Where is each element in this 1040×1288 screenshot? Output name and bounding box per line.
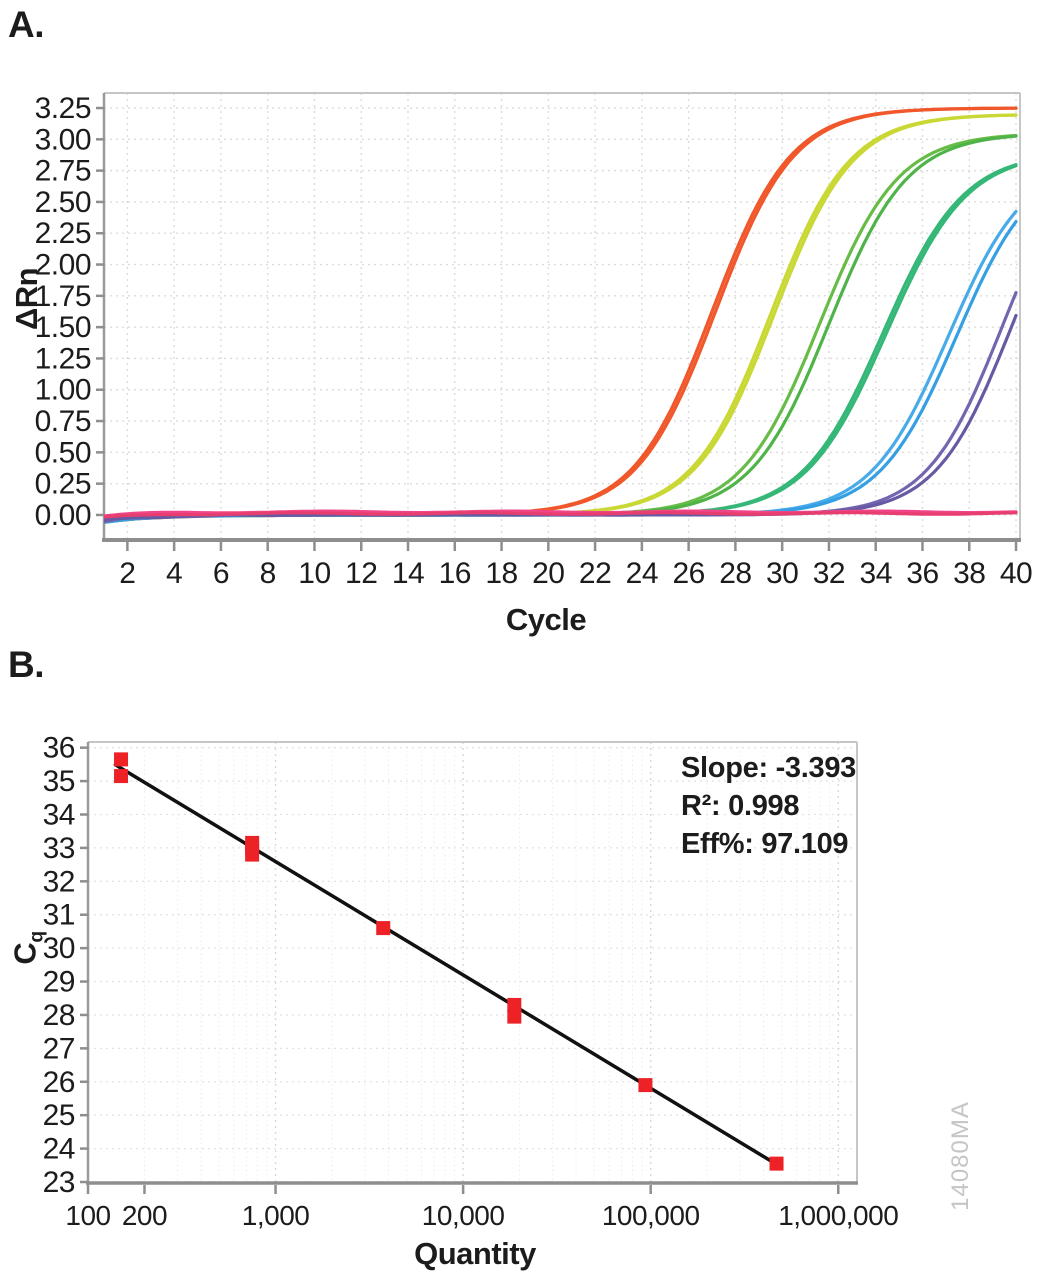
y-tick-label: 32 [42, 865, 75, 899]
panel-a-y-axis-title: ΔRn [9, 267, 44, 331]
y-tick-label: 2.00 [34, 248, 91, 282]
standard-curve-point [507, 1010, 521, 1024]
x-tick-label: 38 [953, 557, 986, 590]
standard-curve-point [638, 1078, 652, 1092]
y-tick-label: 35 [42, 765, 75, 799]
y-tick-label: 31 [42, 898, 75, 932]
y-tick-label: 1.75 [34, 279, 91, 313]
standard-curve-point [114, 769, 128, 783]
y-tick-label: 27 [42, 1032, 75, 1066]
x-tick-label: 10 [298, 557, 331, 590]
x-tick-label: 40 [999, 557, 1033, 590]
x-tick-label: 4 [166, 557, 183, 590]
y-tick-label: 2.25 [34, 217, 91, 251]
x-tick-label: 34 [859, 557, 892, 590]
x-tick-label: 1,000,000 [778, 1200, 899, 1231]
y-tick-label: 2.50 [34, 185, 91, 219]
amplification-plot [35, 92, 1033, 590]
x-tick-label: 22 [578, 557, 612, 590]
y-tick-label: 29 [42, 965, 75, 999]
x-tick-label: 16 [438, 557, 471, 590]
x-tick-label: 1,000 [241, 1200, 310, 1231]
amplification-curve [104, 115, 1016, 521]
x-tick-label: 12 [345, 557, 378, 590]
standard-curve-point [376, 921, 390, 935]
amplification-curve [104, 222, 1016, 523]
x-tick-label: 2 [119, 557, 136, 590]
x-tick-label: 6 [212, 557, 230, 590]
y-tick-label: 25 [42, 1099, 75, 1133]
slope-stat: Slope: -3.393 [681, 752, 856, 784]
standard-curve-point [245, 848, 259, 862]
y-tick-label: 26 [42, 1065, 75, 1099]
y-tick-label: 0.50 [34, 436, 91, 470]
y-tick-label: 36 [42, 731, 75, 765]
y-tick-label: 3.25 [34, 92, 91, 126]
x-tick-label: 18 [485, 557, 518, 590]
fit-stats-annotation [681, 749, 856, 863]
standard-curve-point [114, 752, 128, 766]
x-tick-label: 36 [906, 557, 939, 590]
amplification-curve [104, 211, 1016, 520]
y-tick-label: 28 [42, 998, 75, 1032]
x-tick-label: 200 [121, 1200, 168, 1231]
panel-a-x-axis-title: Cycle [505, 602, 587, 637]
cq-label-main: C [7, 942, 43, 965]
x-tick-label: 20 [532, 557, 565, 590]
panel-b-y-axis-title [7, 931, 48, 964]
y-tick-label: 0.25 [34, 467, 91, 501]
x-tick-label: 14 [391, 557, 425, 590]
y-tick-label: 0.75 [34, 405, 91, 439]
y-tick-label: 0.00 [34, 498, 91, 532]
watermark-text: 14080MA [947, 1101, 974, 1211]
panel-a-label: A. [8, 4, 44, 45]
cq-label-subscript: q [26, 931, 48, 943]
x-tick-label: 28 [719, 557, 752, 590]
standard-curve-point [770, 1157, 784, 1171]
y-tick-label: 24 [42, 1132, 75, 1166]
efficiency-stat: Eff%: 97.109 [681, 828, 849, 860]
y-tick-label: 23 [42, 1165, 75, 1199]
x-tick-label: 24 [625, 557, 659, 590]
y-tick-label: 2.75 [34, 154, 91, 188]
y-tick-label: 33 [42, 831, 75, 865]
y-tick-label: 34 [42, 798, 75, 832]
y-tick-label: 1.00 [34, 373, 91, 407]
y-tick-label: 1.25 [34, 342, 91, 376]
y-tick-label: 3.00 [34, 123, 91, 157]
x-tick-label: 26 [672, 557, 705, 590]
x-tick-label: 8 [259, 557, 276, 590]
x-tick-label: 30 [765, 557, 799, 590]
r-squared-stat: R²: 0.998 [681, 790, 800, 822]
panel-b-x-axis-title: Quantity [414, 1236, 536, 1271]
panel-b-label: B. [8, 644, 44, 685]
x-tick-label: 100 [65, 1200, 111, 1231]
x-tick-label: 100,000 [601, 1200, 700, 1231]
y-tick-label: 30 [42, 932, 75, 966]
x-tick-label: 32 [812, 557, 846, 590]
y-tick-label: 1.50 [34, 311, 91, 345]
x-tick-label: 10,000 [421, 1200, 505, 1231]
